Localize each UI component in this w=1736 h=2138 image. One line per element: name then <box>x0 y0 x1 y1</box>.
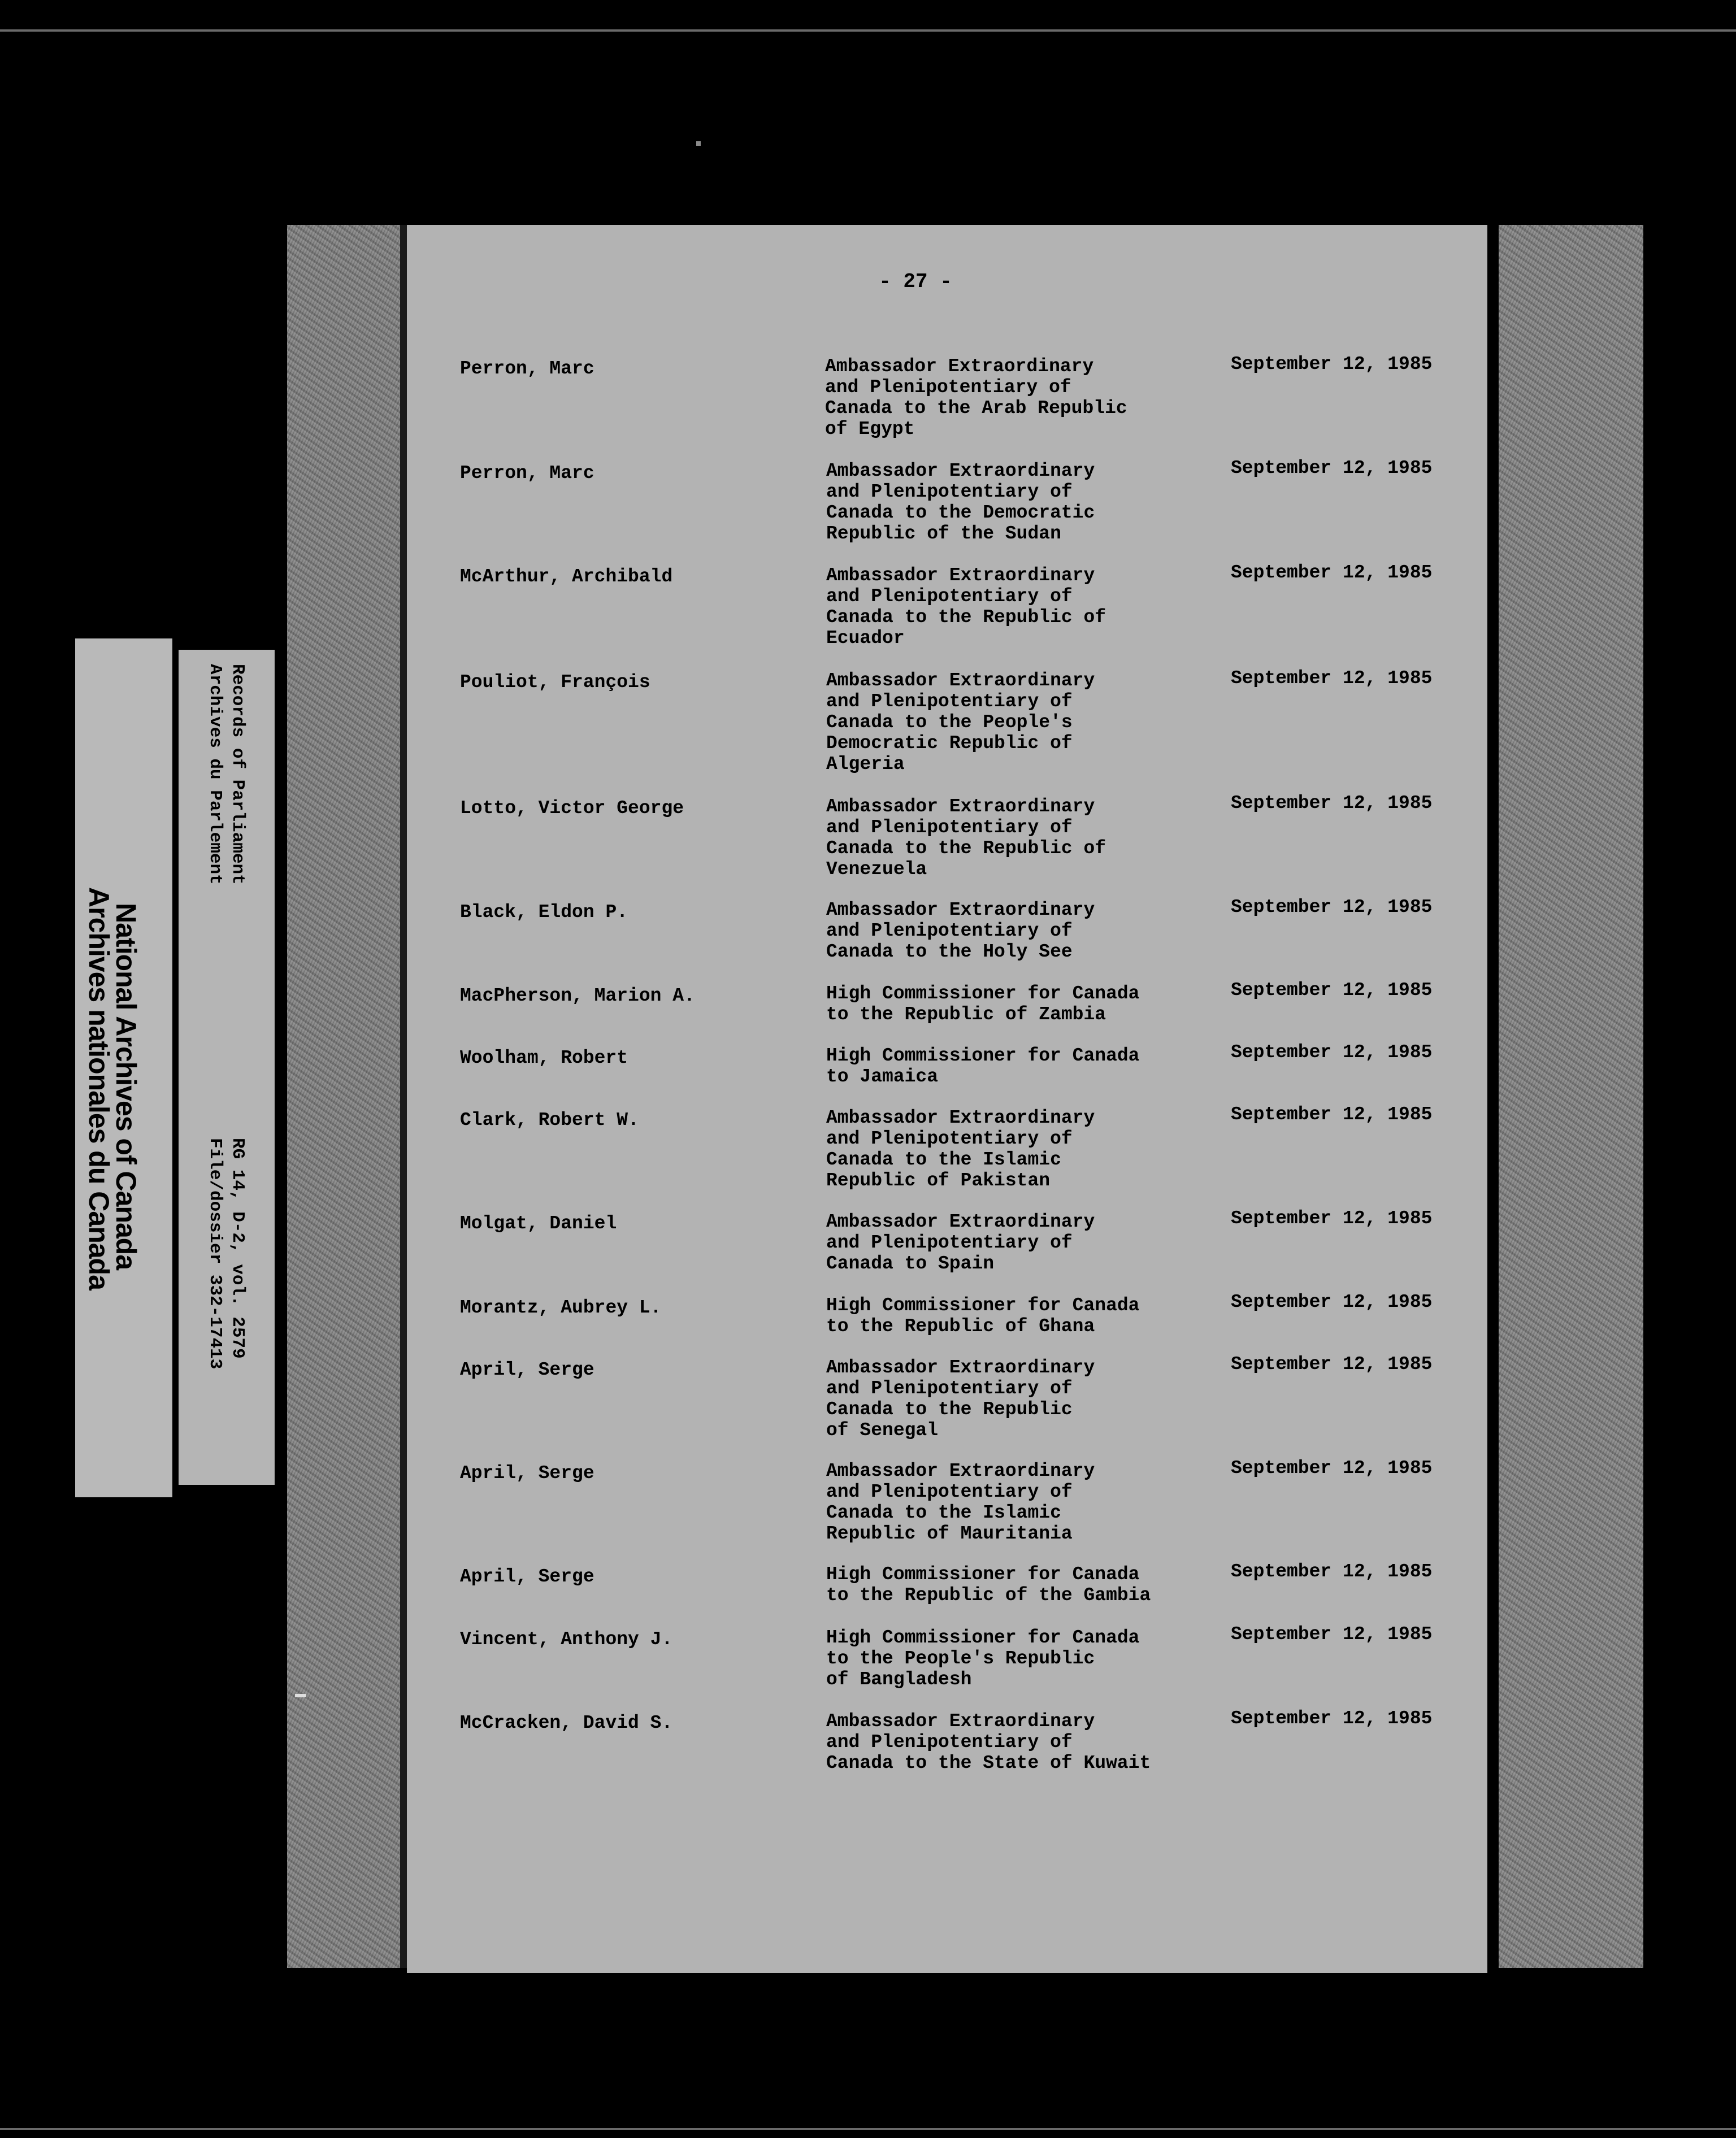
appointment-date: September 12, 1985 <box>1231 1708 1433 1729</box>
appointment-post: Ambassador Extraordinary and Plenipotentiary of Canada to the Republic of Ecuador <box>826 565 1106 649</box>
margin-mark <box>295 1694 306 1697</box>
reference-number: RG 14, D-2, vol. 2579 <box>228 1138 248 1359</box>
records-label-en: Records of Parliament <box>228 664 248 885</box>
appointment-date: September 12, 1985 <box>1231 1042 1433 1063</box>
appointment-date: September 12, 1985 <box>1231 1104 1433 1125</box>
file-number: File/dossier 332-17413 <box>205 1138 225 1370</box>
appointment-post: High Commissioner for Canada to the Republic of Ghana <box>826 1295 1140 1337</box>
scan-margin-right <box>1499 225 1643 1968</box>
appointment-date: September 12, 1985 <box>1231 354 1433 375</box>
appointee-name: Vincent, Anthony J. <box>460 1629 673 1650</box>
top-scan-edge <box>0 29 1736 32</box>
appointee-name: Clark, Robert W. <box>460 1110 639 1131</box>
appointment-post: Ambassador Extraordinary and Plenipotentiary of Canada to Spain <box>826 1211 1095 1274</box>
appointment-date: September 12, 1985 <box>1231 1624 1433 1645</box>
appointee-name: Lotto, Victor George <box>460 798 684 819</box>
appointment-date: September 12, 1985 <box>1231 1561 1433 1582</box>
appointee-name: Black, Eldon P. <box>460 902 628 923</box>
scan-margin-left <box>287 225 400 1968</box>
dust-speck <box>696 141 701 146</box>
appointment-date: September 12, 1985 <box>1231 1458 1433 1479</box>
appointee-name: MacPherson, Marion A. <box>460 985 695 1006</box>
appointment-date: September 12, 1985 <box>1231 897 1433 918</box>
appointment-date: September 12, 1985 <box>1231 980 1433 1001</box>
appointment-date: September 12, 1985 <box>1231 458 1433 479</box>
institution-name-en: National Archives of Canada <box>110 903 142 1270</box>
appointment-post: Ambassador Extraordinary and Plenipotentiary of Canada to the Holy See <box>826 899 1095 962</box>
appointee-name: Morantz, Aubrey L. <box>460 1297 662 1318</box>
institution-name-fr: Archives nationales du Canada <box>83 887 115 1290</box>
appointment-date: September 12, 1985 <box>1231 1354 1433 1375</box>
appointee-name: Pouliot, François <box>460 672 650 693</box>
appointment-date: September 12, 1985 <box>1231 793 1433 814</box>
appointment-post: Ambassador Extraordinary and Plenipotentiary of Canada to the Republic of Senegal <box>826 1357 1095 1441</box>
appointee-name: Perron, Marc <box>460 358 594 379</box>
appointment-date: September 12, 1985 <box>1231 562 1433 583</box>
records-label-fr: Archives du Parlement <box>205 664 225 885</box>
appointment-date: September 12, 1985 <box>1231 1292 1433 1313</box>
appointment-date: September 12, 1985 <box>1231 1208 1433 1229</box>
appointee-name: Woolham, Robert <box>460 1048 628 1068</box>
appointment-post: High Commissioner for Canada to the People's Republic of Bangladesh <box>826 1627 1140 1690</box>
appointment-post: High Commissioner for Canada to the Republic of the Gambia <box>826 1564 1151 1606</box>
appointment-post: High Commissioner for Canada to the Republic of Zambia <box>826 983 1140 1025</box>
appointee-name: April, Serge <box>460 1463 594 1484</box>
appointment-post: Ambassador Extraordinary and Plenipotentiary of Canada to the Democratic Republic of the Sudan <box>826 460 1095 544</box>
appointment-date: September 12, 1985 <box>1231 668 1433 689</box>
appointment-post: Ambassador Extraordinary and Plenipotentiary of Canada to the Arab Republic of Egypt <box>825 356 1127 440</box>
appointment-post: Ambassador Extraordinary and Plenipotentiary of Canada to the State of Kuwait <box>826 1711 1151 1774</box>
appointee-name: April, Serge <box>460 1566 594 1587</box>
appointment-post: Ambassador Extraordinary and Plenipotentiary of Canada to the Islamic Republic of Pakistan <box>826 1107 1095 1191</box>
appointee-name: McCracken, David S. <box>460 1713 673 1733</box>
archive-label-reference <box>179 650 275 1485</box>
appointment-post: High Commissioner for Canada to Jamaica <box>826 1045 1140 1087</box>
appointee-name: April, Serge <box>460 1359 594 1380</box>
appointment-post: Ambassador Extraordinary and Plenipotentiary of Canada to the Republic of Venezuela <box>826 796 1106 880</box>
appointee-name: McArthur, Archibald <box>460 566 673 587</box>
appointee-name: Molgat, Daniel <box>460 1213 617 1234</box>
bottom-scan-edge <box>0 2128 1736 2130</box>
page-number: - 27 - <box>879 270 952 293</box>
appointee-name: Perron, Marc <box>460 463 594 484</box>
appointment-post: Ambassador Extraordinary and Plenipotentiary of Canada to the Islamic Republic of Mauritania <box>826 1461 1095 1544</box>
appointment-post: Ambassador Extraordinary and Plenipotentiary of Canada to the People's Democratic Republic of Algeria <box>826 670 1095 775</box>
